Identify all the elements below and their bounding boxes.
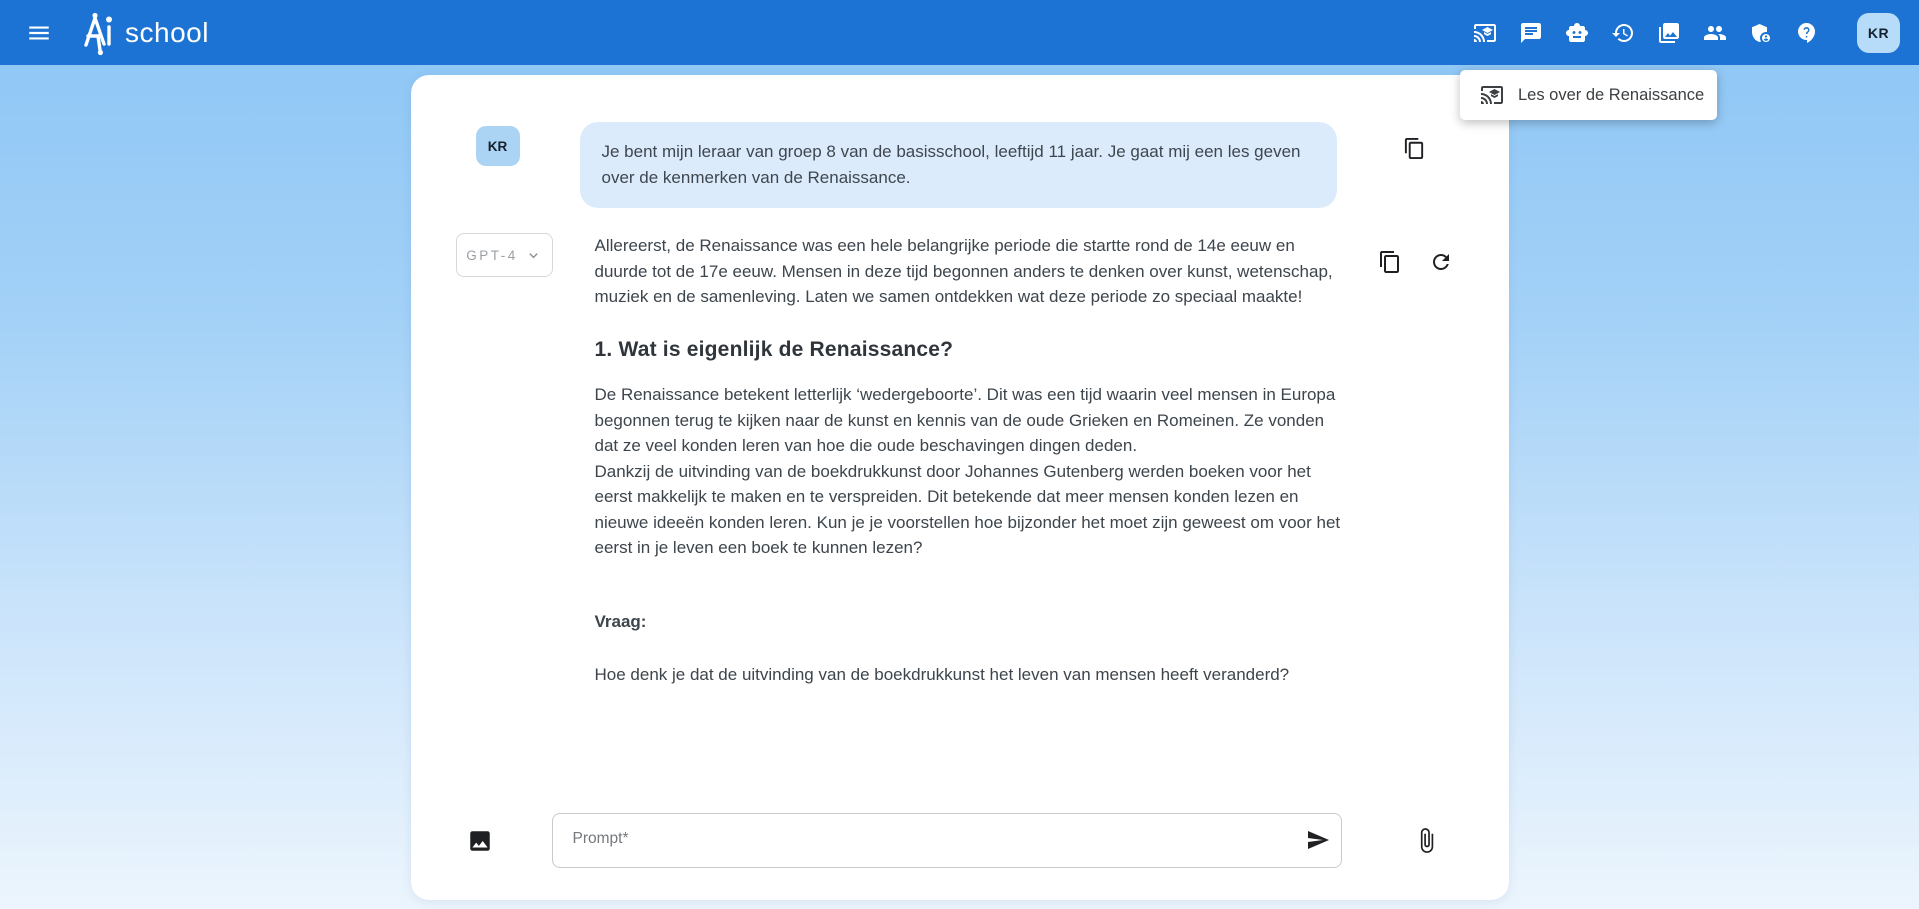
admin-panel-settings-icon[interactable]	[1749, 21, 1773, 45]
assistant-question-text: Hoe denk je dat de uitvinding van de boekdrukkunst het leven van mensen heeft veranderd?	[594, 665, 1290, 684]
copy-icon[interactable]	[1403, 137, 1426, 160]
user-message-row	[411, 122, 1509, 208]
attach-file-icon[interactable]	[1413, 827, 1440, 854]
composer	[411, 813, 1509, 868]
send-icon[interactable]	[1306, 828, 1330, 852]
assistant-section-heading: 1. Wat is eigenlijk de Renaissance?	[594, 337, 954, 361]
app-logo[interactable]	[78, 9, 209, 57]
menu-icon[interactable]	[26, 20, 52, 46]
model-selector[interactable]	[456, 233, 553, 277]
photo-library-icon[interactable]	[1657, 21, 1681, 45]
history-icon[interactable]	[1611, 21, 1635, 45]
assistant-actions	[1378, 250, 1453, 274]
logo-text: school	[125, 16, 209, 48]
cast-for-education-icon[interactable]	[1473, 21, 1497, 45]
model-selector-value: GPT-4	[466, 247, 518, 263]
cast-menu-item[interactable]	[1460, 70, 1717, 120]
user-message-bubble: Je bent mijn leraar van groep 8 van de basisschool, leeftijd 11 jaar. Je gaat mij een les geven over de kenmerken van de Renaissance.	[580, 122, 1337, 208]
assistant-question-label: Vraag:	[594, 611, 647, 631]
prompt-field-wrap	[552, 813, 1342, 868]
header-actions	[1473, 13, 1900, 53]
chevron-down-icon	[525, 247, 542, 264]
user-avatar[interactable]: KR	[1857, 13, 1900, 53]
cast-for-education-icon	[1480, 83, 1504, 107]
regenerate-icon[interactable]	[1429, 250, 1453, 274]
prompt-input[interactable]	[552, 813, 1342, 868]
assistant-paragraph: De Renaissance betekent letterlijk ‘wedergeboorte’. Dit was een tijd waarin veel mensen in Europa begonnen terug te kijken naar de kunst en kennis van de oude Grieken en Romeinen. Ze vonden dat ze veel konden leren van hoe die oude beschavingen dingen deden.	[594, 385, 1336, 455]
copy-icon[interactable]	[1378, 250, 1402, 274]
chat-card	[411, 75, 1509, 900]
user-message-avatar: KR	[476, 126, 520, 166]
chat-icon[interactable]	[1519, 21, 1543, 45]
cast-menu-label: Les over de Renaissance	[1518, 85, 1705, 104]
assistant-paragraph: Dankzij de uitvinding van de boekdrukkunst door Johannes Gutenberg werden boeken voor het eerst makkelijk te maken en te verspreiden. Dit betekende dat meer mensen konden lezen en nieuwe ideeën konden leren. Kun je je voorstellen hoe bijzonder het moet zijn geweest om voor het eerst in je leven een boek te kunnen lezen?	[594, 461, 1341, 557]
assistant-intro: Allereerst, de Renaissance was een hele belangrijke periode die startte rond de 14e eeuw en duurde tot de 17e eeuw. Mensen in deze tijd begonnen anders te denken over kunst, wetenschap, muziek en de samenleving. Laten we samen ontdekken wat deze periode zo speciaal maakte!	[594, 236, 1333, 306]
group-icon[interactable]	[1703, 21, 1727, 45]
image-icon[interactable]	[467, 828, 493, 854]
contact-support-icon[interactable]	[1795, 21, 1819, 45]
assistant-message-row	[411, 233, 1509, 688]
smart-toy-icon[interactable]	[1565, 21, 1589, 45]
ai-logo-mark	[78, 9, 124, 57]
app-header	[0, 0, 1919, 65]
assistant-message-content	[595, 233, 1341, 688]
